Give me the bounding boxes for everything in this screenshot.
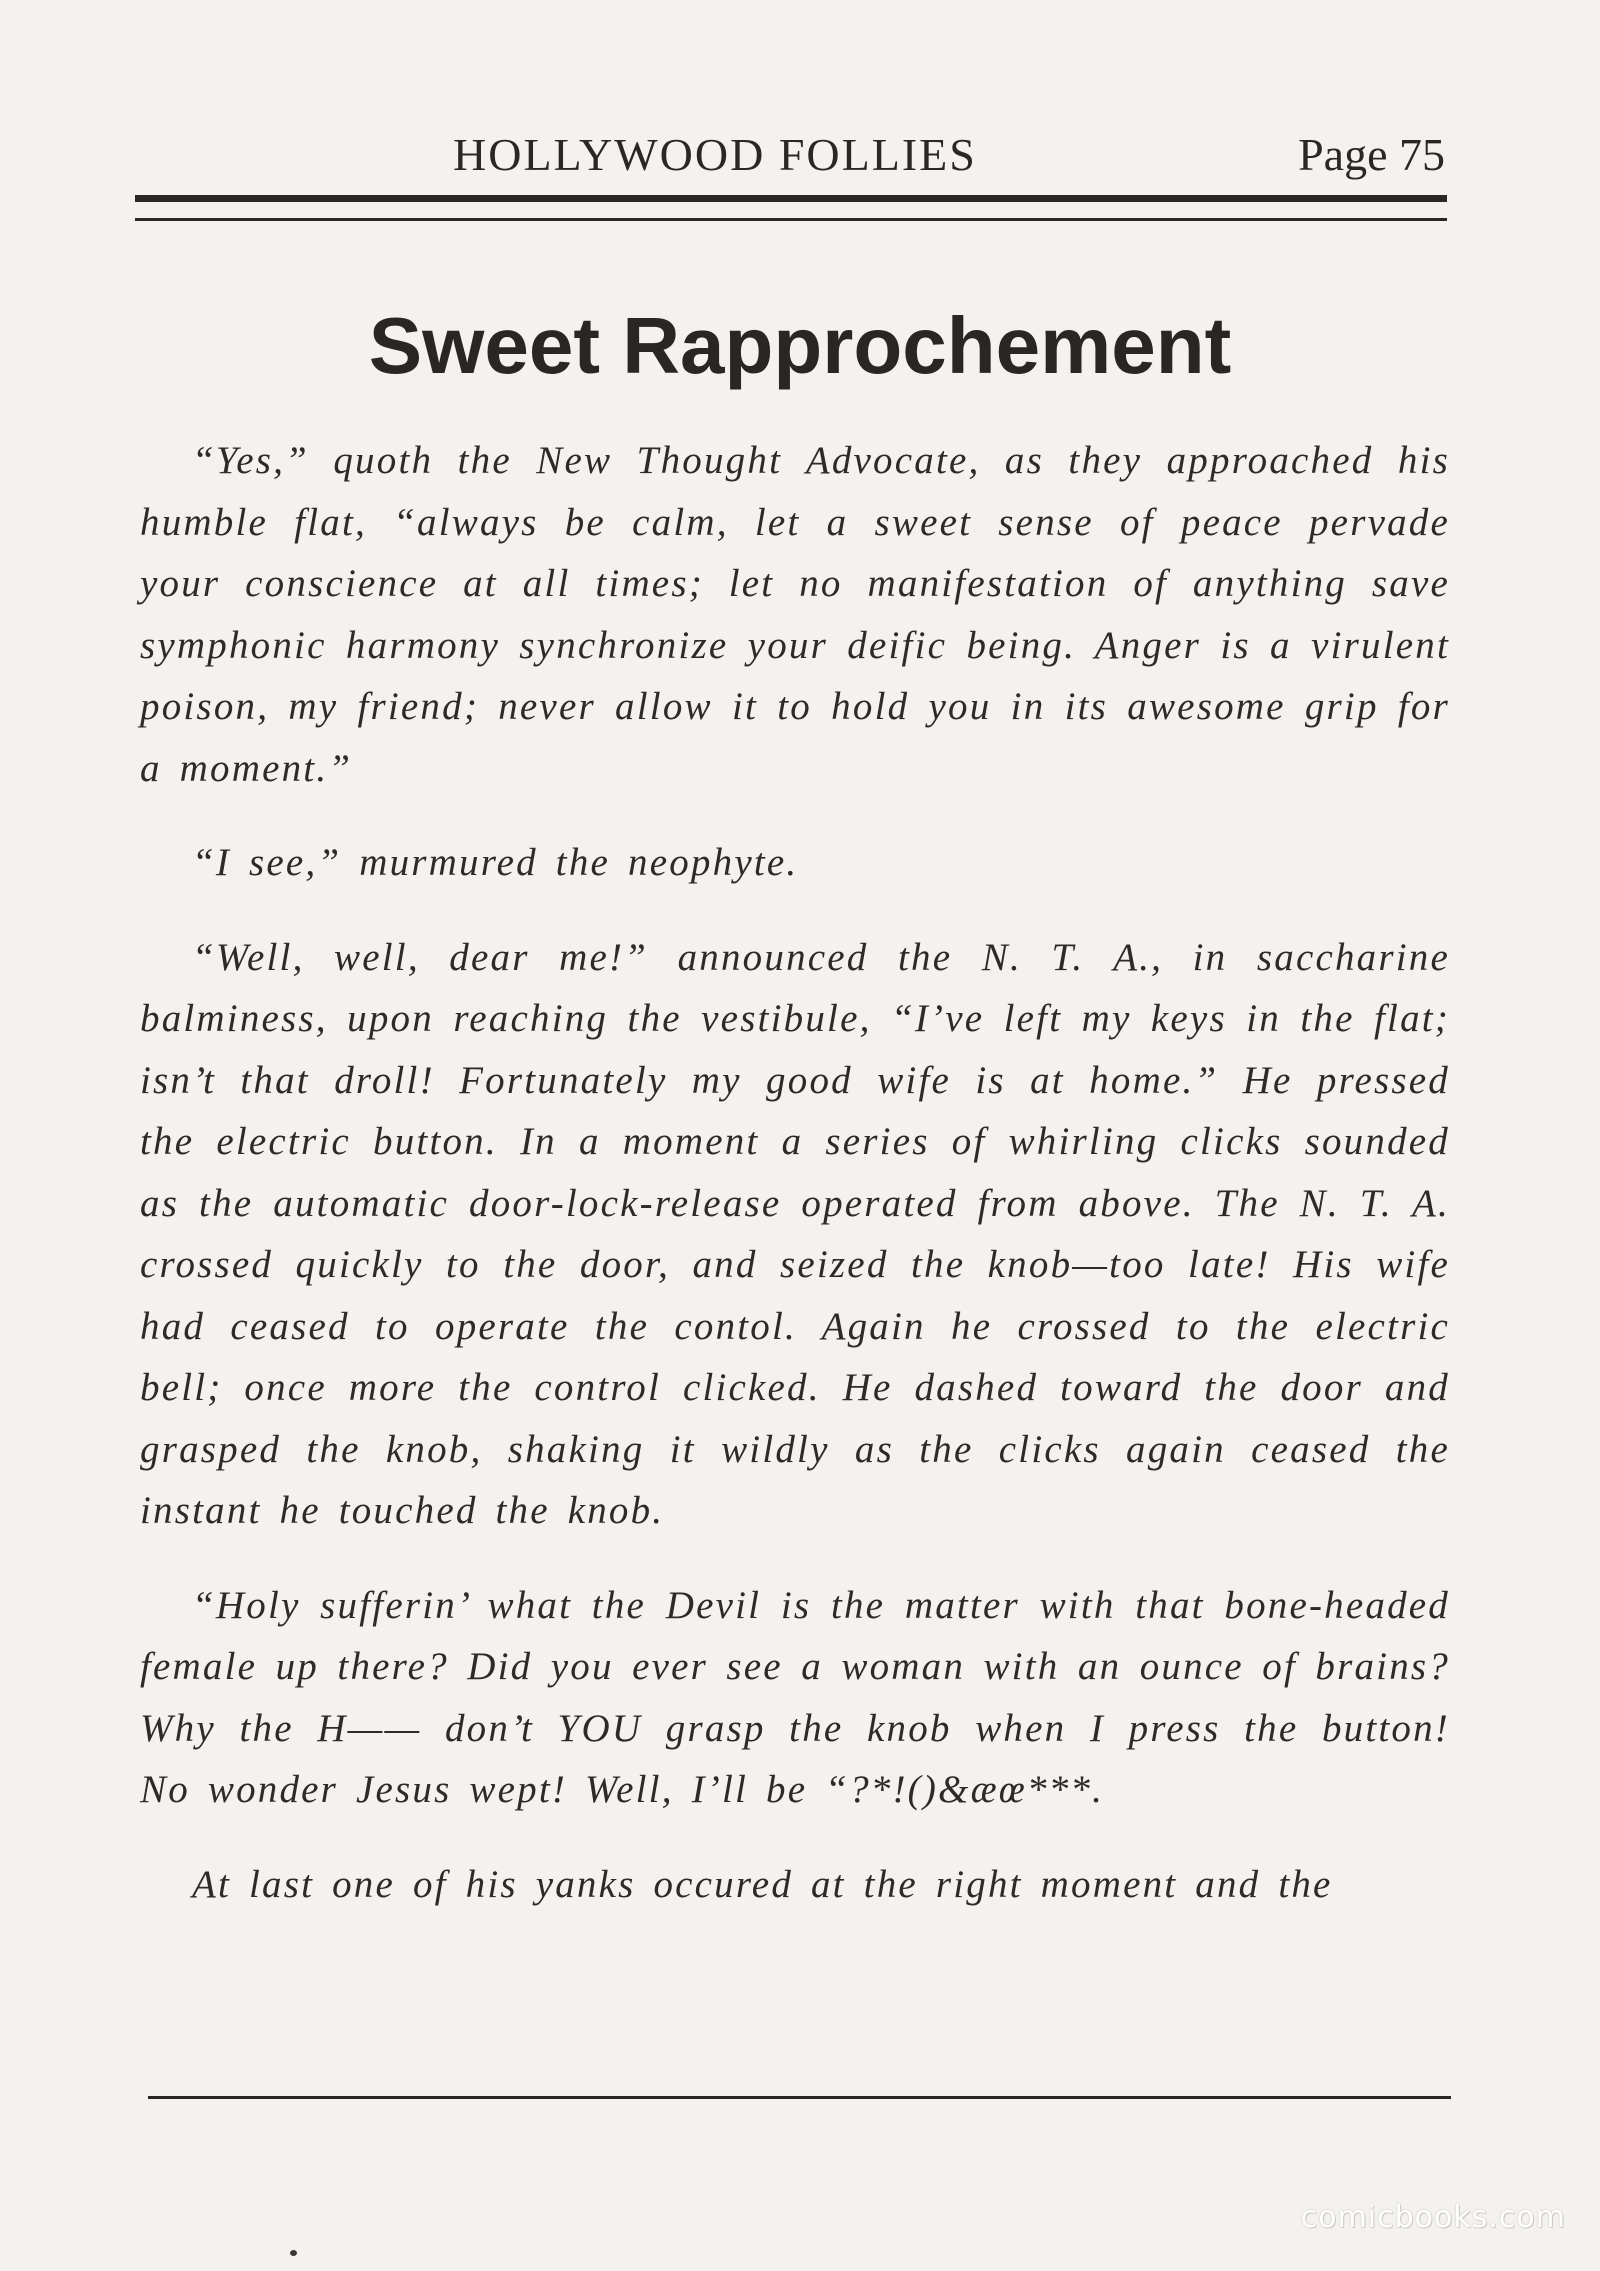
paragraph: “I see,” murmured the neophyte.: [192, 841, 799, 884]
footer-rule: [148, 2096, 1451, 2099]
paragraph: “Yes,” quoth the New Thought Advocate, as they approached his humble flat, “always be calm, let a sweet sense of peace pervade your conscience at all times; let no manifestation of anything save symphonic harmony synchronize your deific being. Anger is a virulent poison, my friend; never allow it to hold you in its awesome grip for a moment.”: [140, 439, 1450, 790]
page-number: Page 75: [1298, 129, 1445, 180]
paragraph: “Well, well, dear me!” announced the N. T. A., in saccharine balminess, upon reaching the vestibule, “I’ve left my keys in the flat; isn’t that droll! Fortunately my good wife is at home.” He pressed the electric button. In a moment a series of whirling clicks sounded as the automatic door-lock-release operated from above. The N. T. A. crossed quickly to the door, and seized the knob—too late! His wife had ceased to operate the contol. Again he crossed to the electric bell; once more the control clicked. He dashed toward the door and grasped the knob, shaking it wildly as the clicks again ceased the instant he touched the knob.: [140, 935, 1450, 1532]
paragraph: At last one of his yanks occured at the right moment and the: [192, 1862, 1333, 1906]
article-title: Sweet Rapprochement: [368, 301, 1232, 390]
ink-speck: [290, 2250, 297, 2256]
header-rule-thin: [135, 218, 1447, 221]
article-body: [140, 430, 1450, 1915]
paragraph: “Holy sufferin’ what the Devil is the matter with that bone-headed female up there? Did you ever see a woman with an ounce of brains? Why the H—— don’t YOU grasp the knob when I press the button! No wonder Jesus wept! Well, I’ll be “?*!()&æœ***.: [140, 1583, 1450, 1811]
running-title: HOLLYWOOD FOLLIES: [453, 129, 977, 180]
header-rule-thick: [135, 195, 1447, 202]
watermark: comicbooks.com: [1300, 2200, 1566, 2235]
running-header: [140, 128, 1445, 198]
